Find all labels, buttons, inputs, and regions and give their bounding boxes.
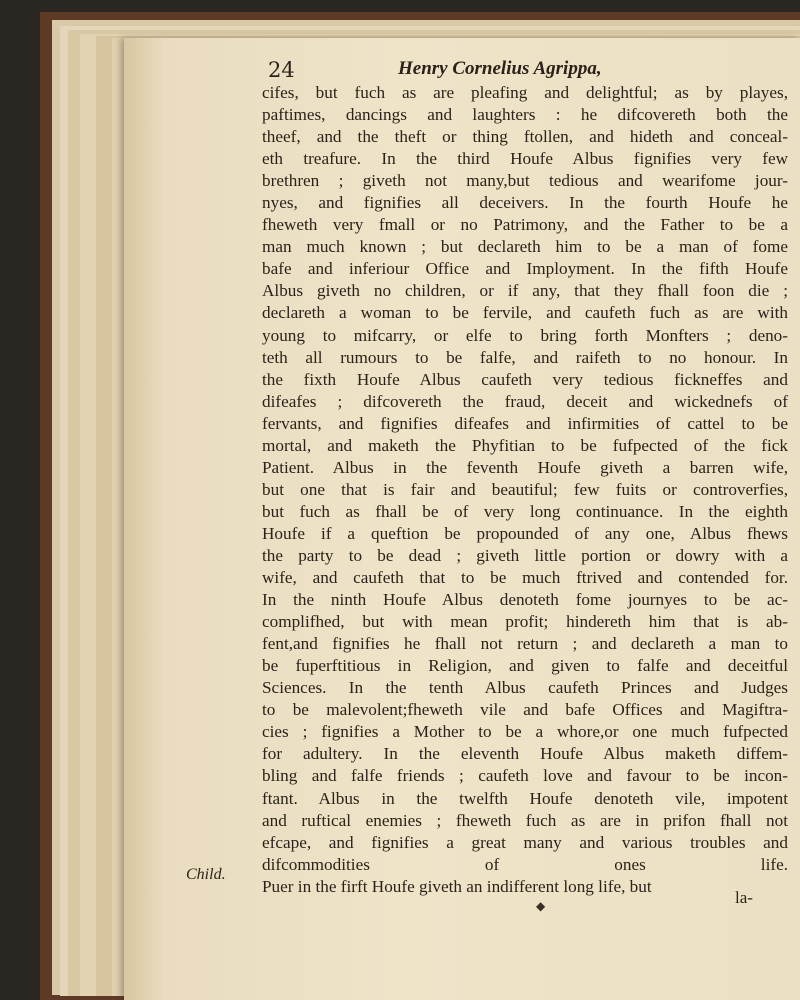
text-line: difeafes ; difcovereth the fraud, deceit and wickednefs of	[262, 391, 788, 411]
text-line: but one that is fair and beautiful; few fuits or controverfies,	[262, 479, 788, 499]
text-line: cifes, but fuch as are pleafing and delightful; as by playes,	[262, 83, 788, 102]
running-head: Henry Cornelius Agrippa,	[398, 58, 602, 79]
text-line: and ruftical enemies ; fheweth fuch as are in prifon fhall not	[262, 810, 788, 830]
text-line: for adultery. In the eleventh Houfe Albus maketh diffem-	[262, 744, 788, 764]
text-line: In the ninth Houfe Albus denoteth fome journyes to be ac-	[262, 590, 788, 610]
text-line: fent,and fignifies he fhall not return ; and declareth a man to	[262, 634, 788, 654]
text-line: ftant. Albus in the twelfth Houfe denoteth vile, impotent	[262, 788, 788, 808]
text-line: cies ; fignifies a Mother to be a whore,or one much fufpected	[262, 722, 788, 742]
text-line: Sciences. In the tenth Albus caufeth Princes and Judges	[262, 678, 788, 698]
text-line: eth treafure. In the third Houfe Albus fignifies very few	[262, 149, 788, 169]
text-line: bafe and inferiour Office and Imployment. In the fifth Houfe	[262, 259, 788, 279]
text-line: nyes, and fignifies all deceivers. In the fourth Houfe he	[262, 193, 788, 213]
text-line: wife, and caufeth that to be much ftrived and contended for.	[262, 568, 788, 588]
text-line: declareth a woman to be fervile, and caufeth fuch as are with	[262, 303, 788, 323]
text-line: Albus giveth no children, or if any, that they fhall foon die ;	[262, 281, 788, 301]
text-line: Puer in the firft Houfe giveth an indifferent long life, but	[262, 876, 652, 896]
text-line: be fuperftitious in Religion, and given to falfe and deceitful	[262, 656, 788, 676]
page-number: 24	[268, 58, 295, 82]
text-line: efcape, and fignifies a great many and various troubles and	[262, 832, 788, 852]
text-line: fervants, and fignifies difeafes and infirmities of cattel to be	[262, 413, 788, 433]
catchword: la-	[735, 888, 753, 907]
text-line: mortal, and maketh the Phyfitian to be fufpected of the fick	[262, 435, 788, 455]
body-text	[262, 82, 788, 898]
text-line: difcommodities of ones life.	[262, 854, 788, 874]
text-line: fheweth very fmall or no Patrimony, and the Father to be a	[262, 215, 788, 235]
text-line: Houfe if a queftion be propounded of any one, Albus fhews	[262, 523, 788, 543]
text-line: theef, and the theft or thing ftollen, and hideth and conceal-	[262, 127, 788, 147]
text-line: brethren ; giveth not many,but tedious and wearifome jour-	[262, 171, 788, 191]
ornament-icon: ◆	[536, 899, 546, 913]
text-line: young to mifcarry, or elfe to bring forth Monfters ; deno-	[262, 325, 788, 345]
text-line: man much known ; but declareth him to be a man of fome	[262, 237, 788, 257]
text-line: but fuch as fhall be of very long continuance. In the eighth	[262, 501, 788, 521]
text-line: the party to be dead ; giveth little portion or dowry with a	[262, 545, 788, 565]
text-line: the fixth Houfe Albus caufeth very tedious fickneffes and	[262, 369, 788, 389]
margin-note: Child.	[186, 866, 226, 883]
text-line: teth all rumours to be falfe, and raifeth to no honour. In	[262, 347, 788, 367]
text-line: bling and falfe friends ; caufeth love and favour to be incon-	[262, 766, 788, 786]
text-line: Patient. Albus in the feventh Houfe giveth a barren wife,	[262, 457, 788, 477]
text-line: paftimes, dancings and laughters : he difcovereth both the	[262, 105, 788, 125]
text-line: to be malevolent;fheweth vile and bafe Offices and Magiftra-	[262, 700, 788, 720]
page-header	[0, 54, 800, 84]
text-line: complifhed, but with mean profit; hindereth him that is ab-	[262, 612, 788, 632]
